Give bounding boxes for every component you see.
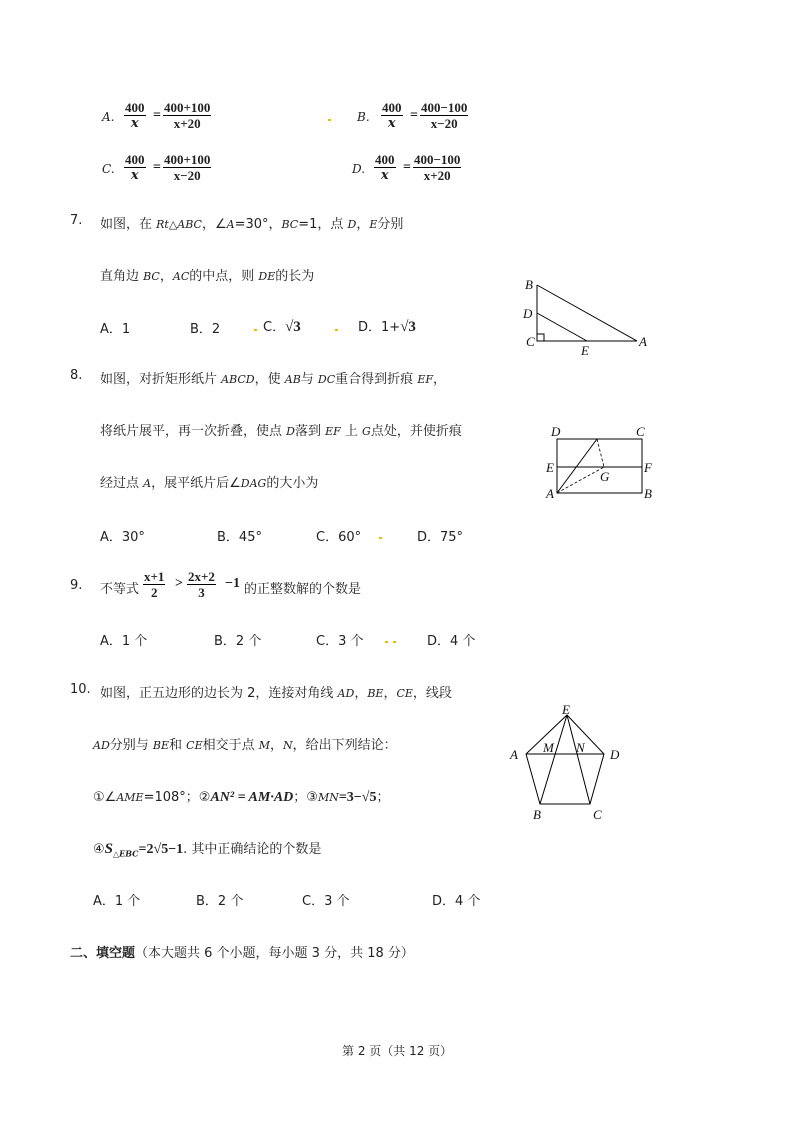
q9-minus-one: −1 — [225, 576, 240, 591]
q7-label-B: B — [525, 277, 533, 292]
q8-text-line2: 将纸片展平，再一次折叠，使点 D落到 EF 上 G点处，并使折痕 — [100, 424, 462, 439]
q7-number: 7. — [70, 213, 83, 228]
q10-option-b: B．2 个 — [196, 894, 244, 909]
q8-label-E: E — [546, 460, 554, 475]
q8-label-B: B — [644, 486, 652, 501]
yellow-dot — [379, 537, 382, 539]
q7-option-d: D．1+√3 — [358, 319, 416, 335]
q6-d-rhs: $\frac{400-100}{x+20}$ — [414, 152, 461, 183]
q10-label-C: C — [593, 807, 602, 822]
q10-pentagon-figure — [500, 702, 635, 827]
q6-c-label: C. — [102, 162, 115, 176]
yellow-dot — [335, 329, 338, 331]
q7-text-line2: 直角边 BC，AC的中点，则 DE的长为 — [100, 269, 315, 284]
q7-text-line1: 如图，在 Rt△ABC，∠A=30°，BC=1，点 D，E分别 — [100, 217, 404, 232]
q10-label-M: M — [543, 740, 554, 755]
q10-option-c: C．3 个 — [302, 894, 350, 909]
q8-label-D: D — [551, 424, 561, 439]
q10-label-D: D — [610, 747, 620, 762]
q9-prefix: 不等式 — [100, 582, 140, 597]
q9-option-a: A．1 个 — [100, 634, 148, 649]
q8-label-F: F — [644, 460, 652, 475]
q10-label-N: N — [576, 740, 585, 755]
q10-label-B: B — [533, 807, 541, 822]
q8-label-C: C — [636, 424, 645, 439]
q8-option-c: C．60° — [316, 530, 362, 545]
q7-option-b: B．2 — [190, 322, 221, 337]
q7-label-E: E — [581, 343, 589, 355]
q6-c-lhs: $\frac{400}{x}$ — [125, 152, 145, 183]
q7-label-C: C — [526, 334, 535, 349]
q10-conclusions-1-3: ①∠AME=108°；②AN² = AM·AD；③MN=3−√5； — [93, 790, 390, 805]
q8-label-A: A — [546, 486, 554, 501]
q10-text-line2: AD分别与 BE和 CE相交于点 M，N，给出下列结论： — [93, 738, 397, 753]
yellow-dot — [385, 641, 388, 643]
q9-greater-than: > — [175, 576, 183, 591]
q8-rectangle-figure — [540, 422, 660, 506]
q6-a-rhs: $\frac{400+100}{x+20}$ — [164, 100, 211, 131]
q10-text-line1: 如图，正五边形的边长为 2，连接对角线 AD，BE，CE，线段 — [100, 686, 452, 701]
q9-option-d: D．4 个 — [427, 634, 476, 649]
q7-label-A: A — [639, 334, 647, 349]
q9-fraction-1: $\frac{x+1}{2}$ — [144, 569, 165, 600]
q7-label-D: D — [523, 306, 533, 321]
q9-fraction-2: $\frac{2x+2}{3}$ — [188, 569, 215, 600]
q10-label-A: A — [510, 747, 518, 762]
q6-d-label: D. — [352, 162, 366, 176]
q8-option-a: A．30° — [100, 530, 145, 545]
q8-label-G: G — [600, 469, 610, 484]
q6-b-lhs: $\frac{400}{x}$ — [382, 100, 402, 131]
q10-option-a: A．1 个 — [93, 894, 141, 909]
q6-a-lhs: $\frac{400}{x}$ — [125, 100, 145, 131]
yellow-dot — [328, 119, 331, 121]
q8-option-d: D．75° — [417, 530, 464, 545]
q8-option-b: B．45° — [217, 530, 262, 545]
q6-b-label: B. — [357, 110, 370, 124]
yellow-dot — [393, 641, 396, 643]
q6-c-rhs: $\frac{400+100}{x-20}$ — [164, 152, 211, 183]
q9-option-c: C．3 个 — [316, 634, 364, 649]
q6-d-lhs: $\frac{400}{x}$ — [375, 152, 395, 183]
q7-option-c: C．√3 — [263, 319, 301, 335]
section-2-heading — [70, 942, 414, 961]
q10-label-E: E — [562, 702, 570, 717]
q7-triangle-figure — [515, 275, 660, 355]
q6-a-label: A. — [102, 110, 115, 124]
q8-text-line1: 如图，对折矩形纸片 ABCD，使 AB与 DC重合得到折痕 EF， — [100, 372, 446, 387]
q9-suffix: 的正整数解的个数是 — [244, 582, 362, 597]
q7-option-a: A．1 — [100, 322, 131, 337]
q6-b-rhs: $\frac{400-100}{x-20}$ — [421, 100, 468, 131]
q10-option-d: D．4 个 — [432, 894, 481, 909]
q8-number: 8. — [70, 368, 83, 383]
q9-option-b: B．2 个 — [214, 634, 262, 649]
yellow-dot — [254, 329, 257, 331]
q10-conclusion-4: $④S_{\triangle EBC}=2√5-1$. 其中正确结论的个数是 — [93, 841, 322, 859]
q9-number: 9. — [70, 578, 83, 593]
section-2-note: （本大题共 6 个小题，每小题 3 分，共 18 分） — [135, 946, 414, 961]
page-footer: 第 2 页（共 12 页） — [342, 1044, 453, 1058]
section-2-title: 二、填空题 — [70, 946, 136, 961]
q10-number: 10. — [70, 682, 91, 697]
q8-text-line3: 经过点 A，展平纸片后∠DAG的大小为 — [100, 476, 319, 491]
